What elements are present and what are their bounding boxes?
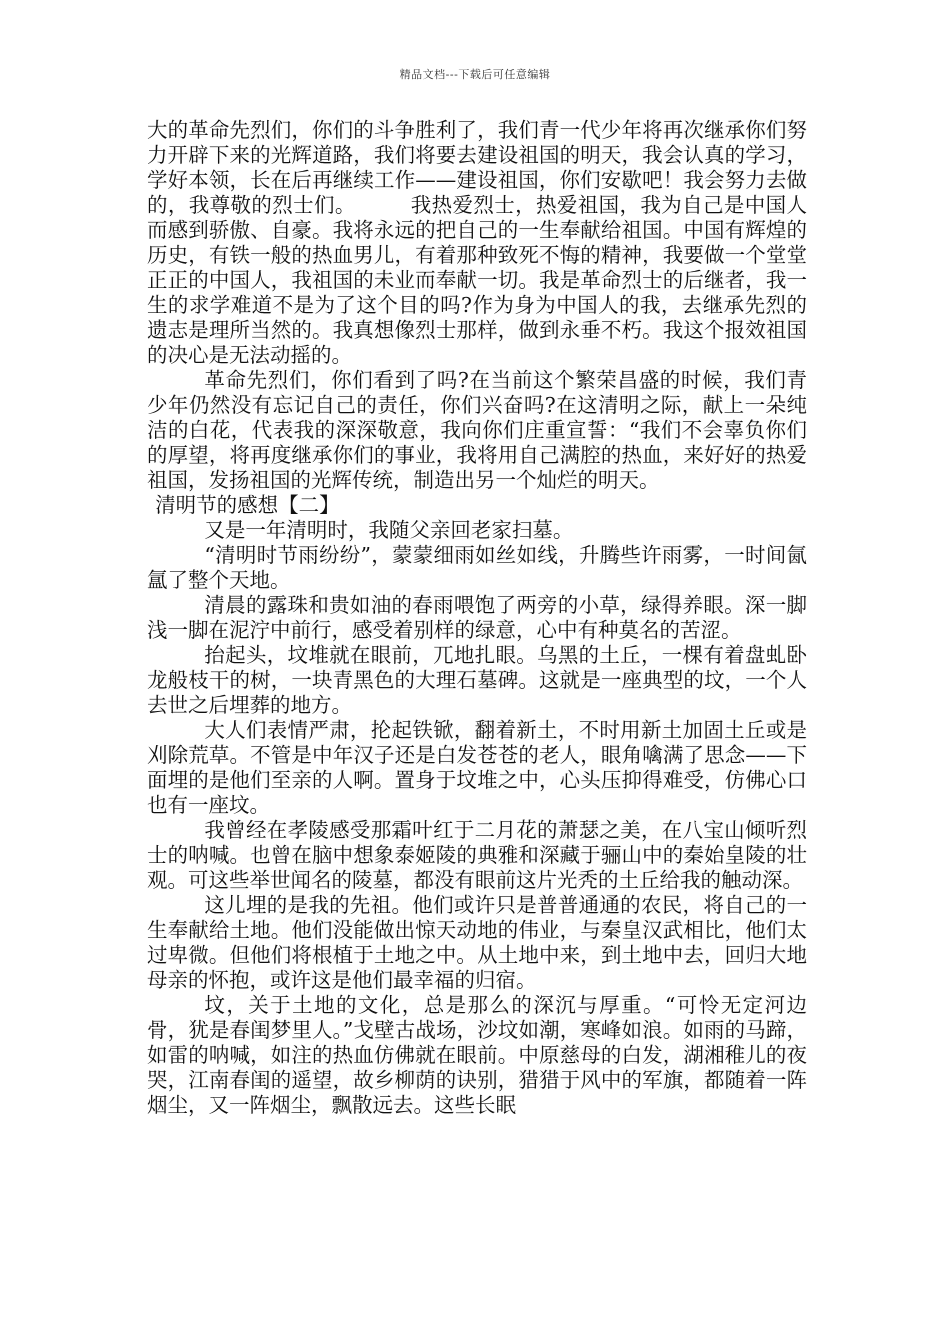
paragraph: 这儿埋的是我的先祖。他们或许只是普普通通的农民，将自己的一生奉献给土地。他们没能做出惊天动地的伟业，与秦皇汉武相比，他们太过卑微。但他们将根植于土地之中。从土地中来，到土地中去，回归大地母亲的怀抱，或许这是他们最幸福的归宿。 bbox=[147, 893, 807, 992]
paragraph: 清晨的露珠和贵如油的春雨喂饱了两旁的小草，绿得养眼。深一脚浅一脚在泥泞中前行，感受着别样的绿意，心中有种莫名的苦涩。 bbox=[147, 593, 807, 642]
paragraph: 坟，关于土地的文化，总是那么的深沉与厚重。“可怜无定河边骨，犹是春闺梦里人。”戈壁古战场，沙坟如潮，寒峰如浪。如雨的马蹄，如雷的呐喊，如注的热血仿佛就在眼前。中原慈母的白发，湖湘稚儿的夜哭，江南春闺的遥望，故乡柳荫的诀别，猎猎于风中的军旗，都随着一阵烟尘，又一阵烟尘，飘散远去。这些长眠 bbox=[147, 993, 807, 1117]
page-header: 精品文档---下载后可任意编辑 bbox=[399, 68, 551, 81]
paragraph: “清明时节雨纷纷”，蒙蒙细雨如丝如线，升腾些许雨雾，一时间氤氲了整个天地。 bbox=[147, 543, 807, 592]
paragraph: 革命先烈们，你们看到了吗?在当前这个繁荣昌盛的时候，我们青少年仍然没有忘记自己的责任，你们兴奋吗?在这清明之际，献上一朵纯洁的白花，代表我的深深敬意，我向你们庄重宣誓：“我们不会辜负你们的厚望，将再度继承你们的事业，我将用自己满腔的热血，来好好的热爱祖国，发扬祖国的光辉传统，制造出另一个灿烂的明天。 bbox=[147, 368, 807, 492]
document-body bbox=[147, 118, 807, 1118]
section-heading: 清明节的感想【二】 bbox=[155, 493, 340, 517]
paragraph: 大的革命先烈们，你们的斗争胜利了，我们青一代少年将再次继承你们努力开辟下来的光辉道路，我们将要去建设祖国的明天，我会认真的学习，学好本领，长在后再继续工作——建设祖国，你们安歇吧！我会努力去做的，我尊敬的烈士们。 我热爱烈士，热爱祖国，我为自己是中国人而感到骄傲、自豪。我将永远的把自己的一生奉献给祖国。中国有辉煌的历史，有铁一般的热血男儿，有着那种致死不悔的精神，我要做一个堂堂正正的中国人，我祖国的未业而奉献一切。我是革命烈士的后继者，我一生的求学难道不是为了这个目的吗?作为身为中国人的我，去继承先烈的遗志是理所当然的。我真想像烈士那样，做到永垂不朽。我这个报效祖国的决心是无法动摇的。 bbox=[147, 118, 807, 367]
paragraph: 我曾经在孝陵感受那霜叶红于二月花的萧瑟之美，在八宝山倾听烈士的呐喊。也曾在脑中想象泰姬陵的典雅和深藏于骊山中的秦始皇陵的壮观。可这些举世闻名的陵墓，都没有眼前这片光秃的土丘给我的触动深。 bbox=[147, 818, 807, 892]
paragraph: 大人们表情严肃，抡起铁锨，翻着新土，不时用新土加固土丘或是刈除荒草。不管是中年汉子还是白发苍苍的老人，眼角噙满了思念——下面埋的是他们至亲的人啊。置身于坟堆之中，心头压抑得难受，仿佛心口也有一座坟。 bbox=[147, 718, 807, 817]
paragraph: 又是一年清明时，我随父亲回老家扫墓。 bbox=[204, 518, 574, 542]
paragraph: 抬起头，坟堆就在眼前，兀地扎眼。乌黑的土丘，一棵有着盘虬卧龙般枝干的树，一块青黑色的大理石墓碑。这就是一座典型的坟，一个人去世之后埋葬的地方。 bbox=[147, 643, 807, 717]
